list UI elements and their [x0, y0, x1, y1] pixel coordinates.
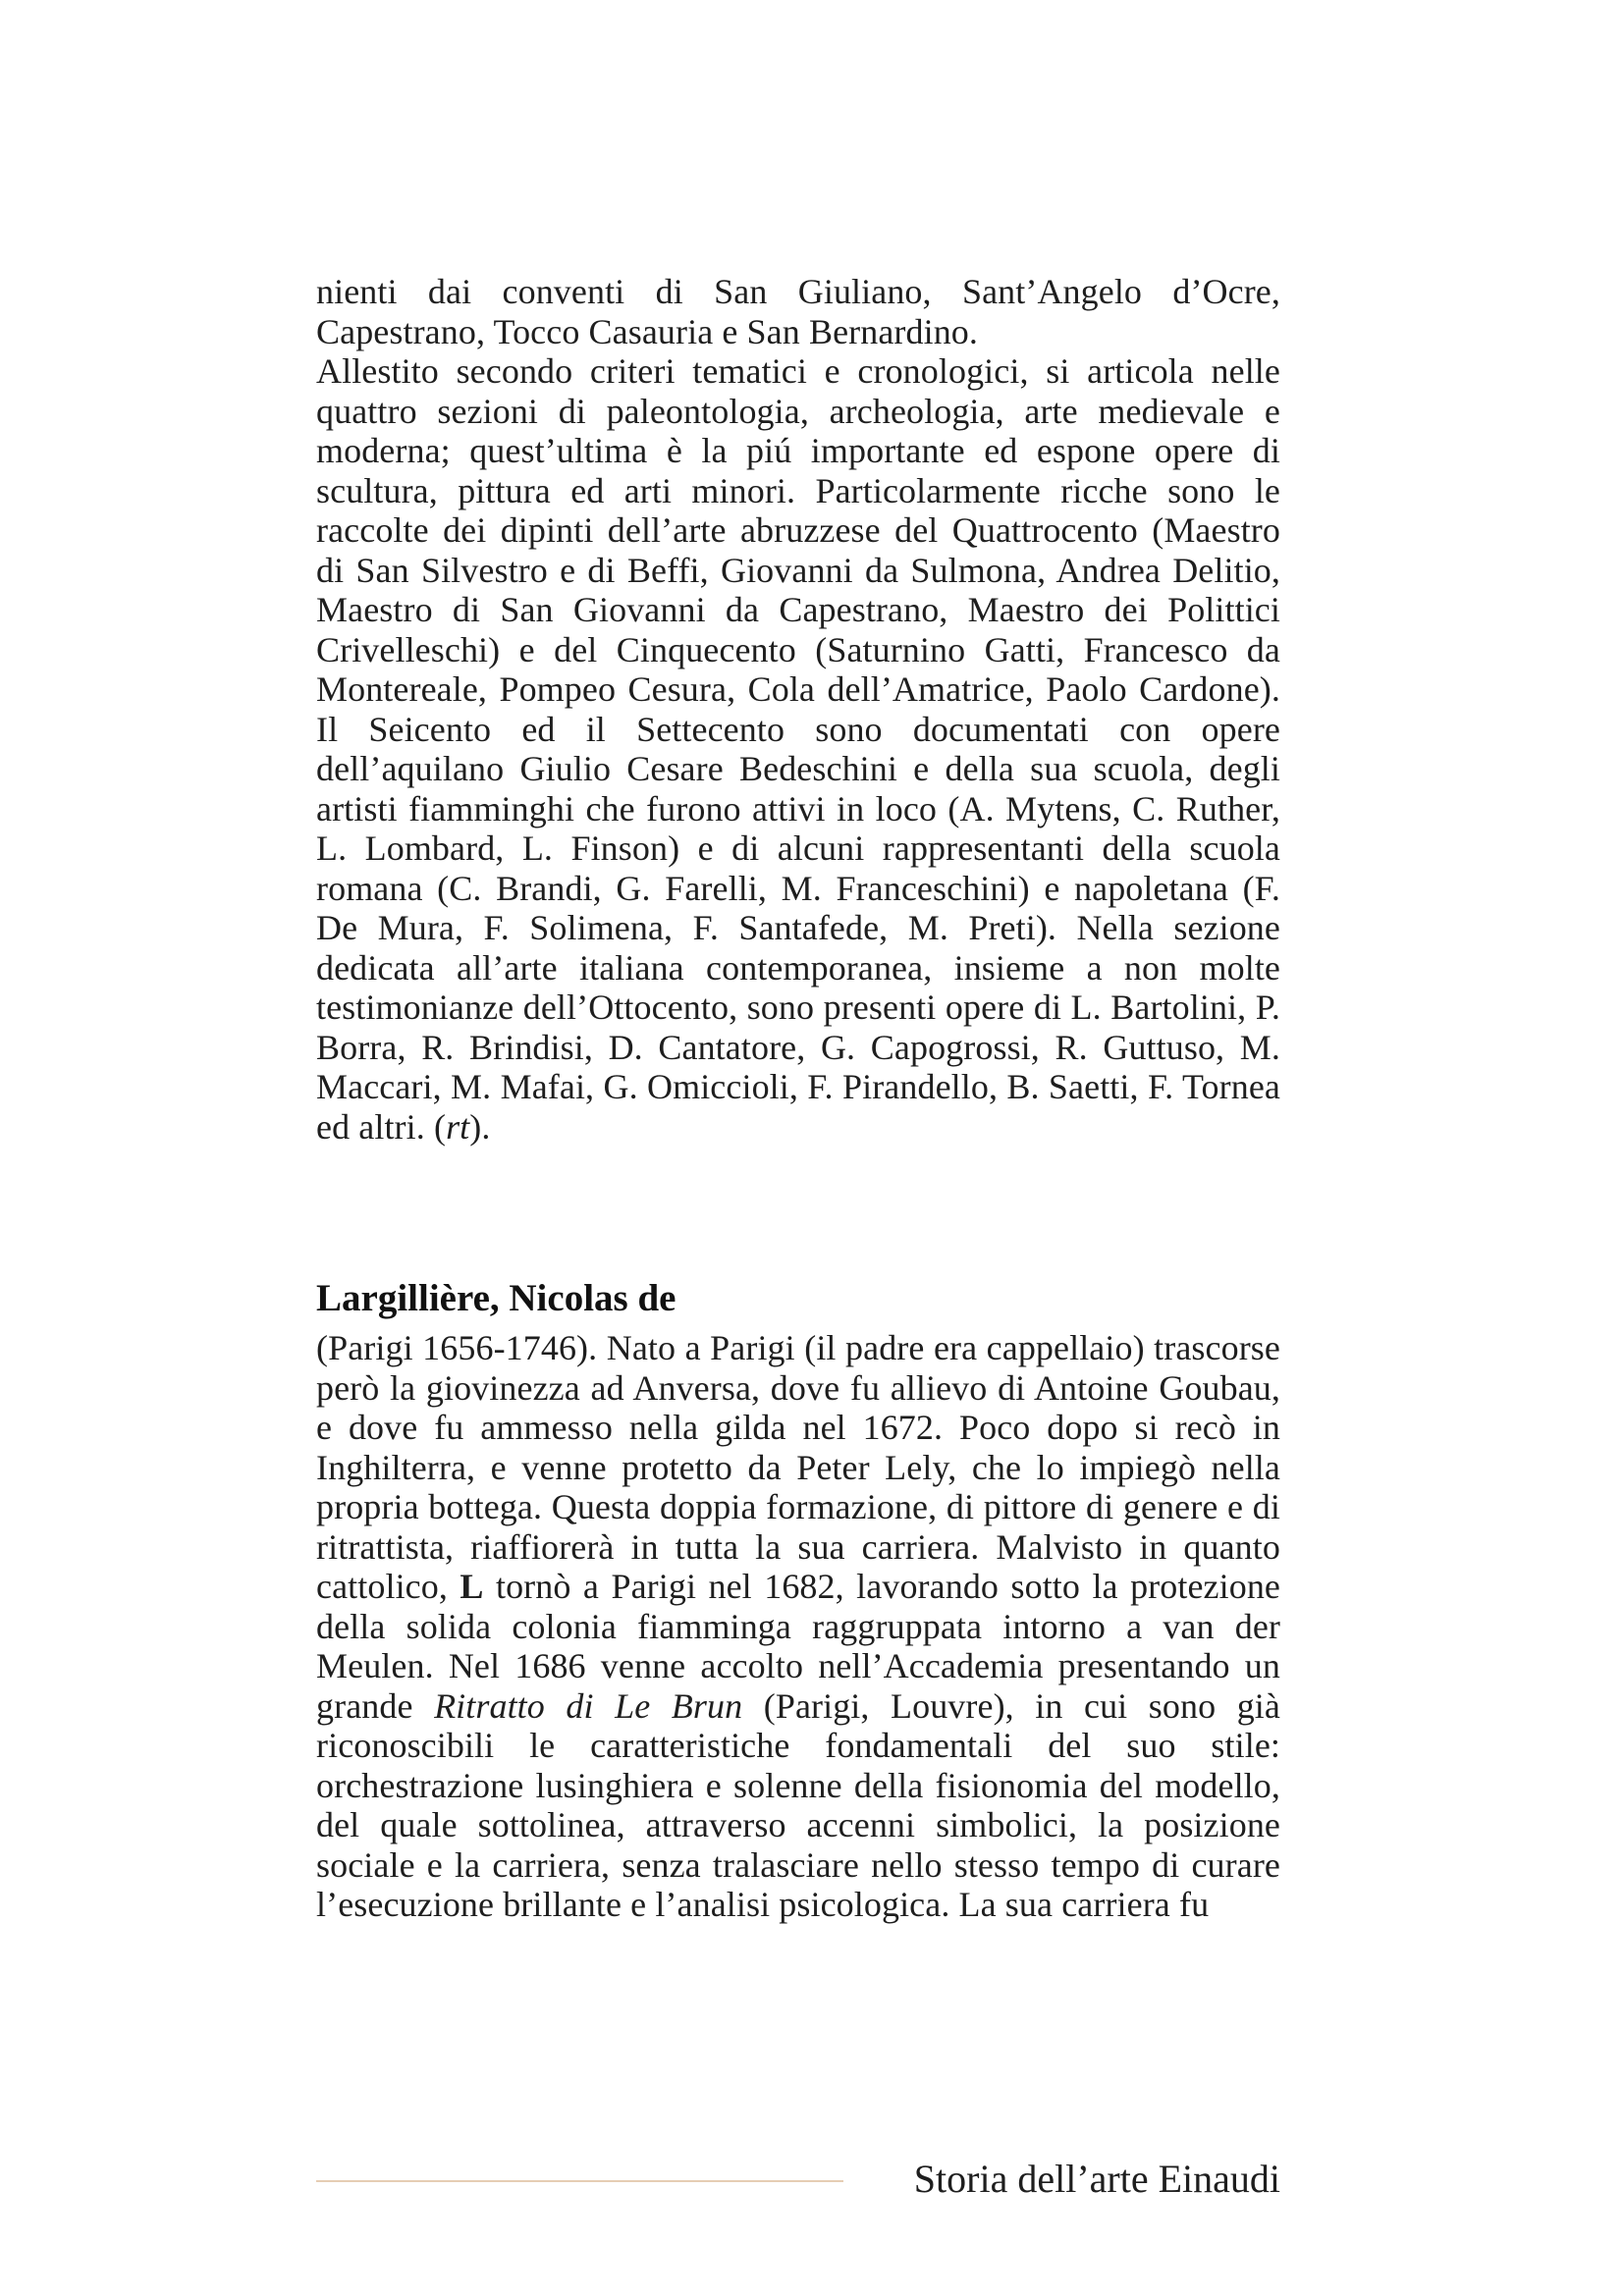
museum-entry-continuation [316, 272, 1280, 1147]
museum-description-text: Allestito secondo criteri tematici e cronologici, si articola nelle quattro sezioni di paleontologia, archeologia, arte medievale e moderna; quest’ultima è la piú importante ed espone opere di scultura, pittura ed arti minori. Particolarmente ricche sono le raccolte dei dipinti dell’arte abruzzese del Quattrocento (Maestro di San Silvestro e di Beffi, Giovanni da Sulmona, Andrea Delitio, Maestro di San Giovanni da Capestrano, Maestro dei Polittici Crivelleschi) e del Cinquecento (Saturnino Gatti, Francesco da Montereale, Pompeo Cesura, Cola dell’Amatrice, Paolo Cardone). Il Seicento ed il Settecento sono documentati con opere dell’aquilano Giulio Cesare Bedeschini e della sua scuola, degli artisti fiamminghi che furono attivi in loco (A. Mytens, C. Ruther, L. Lombard, L. Finson) e di alcuni rappresentanti della scuola romana (C. Brandi, G. Farelli, M. Franceschini) e napoletana (F. De Mura, F. Solimena, F. Santafede, M. Preti). Nella sezione dedicata all’arte italiana contemporanea, insieme a non molte testimonianze dell’Ottocento, sono presenti opere di L. Bartolini, P. Borra, R. Brindisi, D. Cantatore, G. Capogrossi, R. Guttuso, M. Maccari, M. Mafai, G. Omiccioli, F. Pirandello, B. Saetti, F. Tornea ed altri. [316, 351, 1280, 1147]
entry-text-part-1: (Parigi 1656-1746). Nato a Parigi (il padre era cappellaio) trascorse però la giovinezza ad Anversa, dove fu allievo di Antoine Goubau, e dove fu ammesso nella gilda nel 1672. Poco dopo si recò in Inghilterra, e venne protetto da Peter Lely, che lo impiegò nella propria bottega. Questa doppia formazione, di pittore di genere e di ritrattista, riaffiorerà in tutta la sua carriera. Malvisto in quanto cattolico, [316, 1328, 1280, 1606]
continuation-line: nienti dai conventi di San Giuliano, Sant’Angelo d’Ocre, Capestrano, Tocco Casauria e San Bernardino. [316, 272, 1280, 351]
entry-initial: L [460, 1567, 484, 1606]
author-open: ( [424, 1106, 447, 1147]
author-initials: rt [446, 1106, 470, 1147]
entry-body [316, 1328, 1280, 1925]
footer-rule [316, 2180, 843, 2182]
footer-title: Storia dell’arte Einaudi [913, 2157, 1280, 2201]
entry-text-part-2: tornò a Parigi nel 1682, lavorando sotto la protezione della solida colonia fiamminga raggruppata intorno a van der Meulen. Nel 1686 venne accolto nell’Accademia presentando un grande [316, 1567, 1281, 1726]
entry-body-paragraph [316, 1328, 1280, 1925]
museum-description-paragraph [316, 351, 1280, 1147]
author-close: ). [469, 1106, 491, 1147]
entry-heading: Largillière, Nicolas de [316, 1277, 676, 1319]
entry-text-part-3: (Parigi, Louvre), in cui sono già riconoscibili le caratteristiche fondamentali del suo stile: orchestrazione lusinghiera e solenne della fisionomia del modello, del quale sottolinea, attraverso accenni simbolici, la posizione sociale e la carriera, senza tralasciare nello stesso tempo di curare l’esecuzione brillante e l’analisi psicologica. La sua carriera fu [316, 1685, 1280, 1924]
artwork-title: Ritratto di Le Brun [434, 1685, 743, 1726]
